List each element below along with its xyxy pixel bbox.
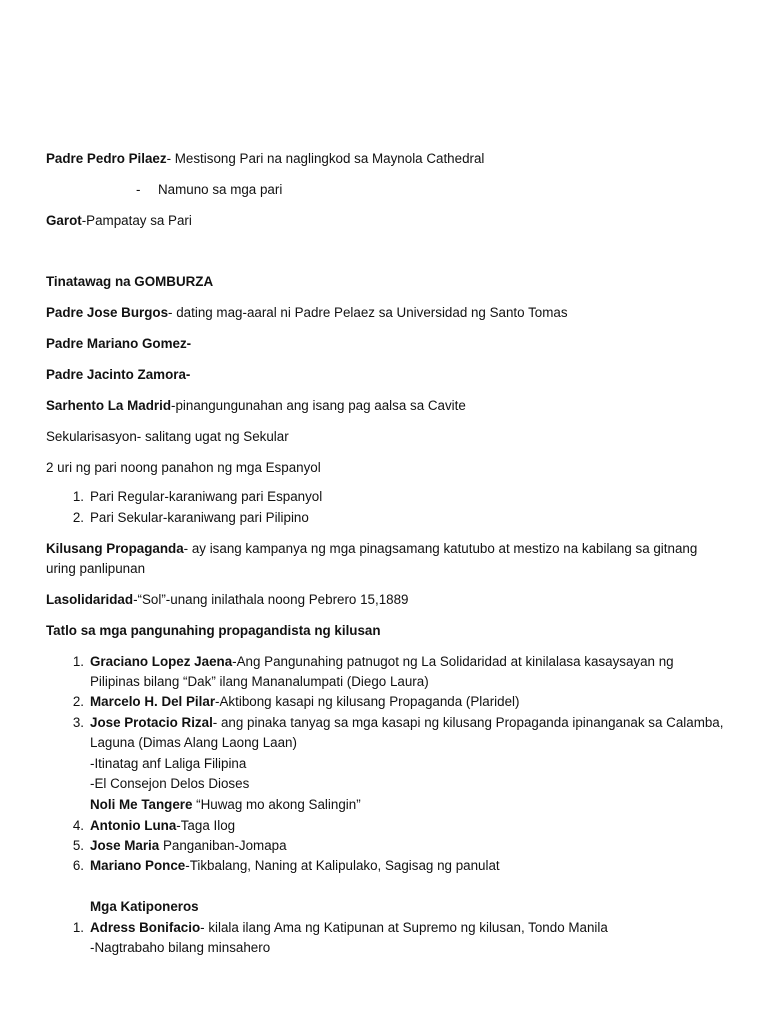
- list-number: 5.: [72, 838, 84, 853]
- list-number: 4.: [72, 818, 84, 833]
- list-item: Marcelo H. Del Pilar-Aktibong kasapi ng kilusang Propaganda (Plaridel): [90, 694, 520, 709]
- lamadrid-name: Sarhento La Madrid: [46, 398, 171, 413]
- garot-desc: -Pampatay sa Pari: [81, 213, 192, 228]
- lasolidaridad-name: Lasolidaridad: [46, 592, 134, 607]
- pilaez-sub: Namuno sa mga pari: [158, 182, 283, 197]
- rizal-extra: -El Consejon Delos Dioses: [90, 776, 250, 791]
- sekular-line: Sekularisasyon- salitang ugat ng Sekular: [46, 429, 289, 444]
- list-number: 1.: [72, 489, 84, 504]
- burgos-name: Padre Jose Burgos: [46, 305, 169, 320]
- gomburza-title: Tinatawag na GOMBURZA: [46, 274, 214, 289]
- pari-types-intro: 2 uri ng pari noong panahon ng mga Espanyol: [46, 460, 321, 475]
- burgos-line: [46, 303, 568, 323]
- pilaez-name: Padre Pedro Pilaez: [46, 151, 167, 166]
- list-item: Jose Maria Panganiban-Jomapa: [90, 838, 287, 853]
- list-number: 1.: [72, 920, 84, 935]
- list-number: 2.: [72, 510, 84, 525]
- pilaez-desc: - Mestisong Pari na naglingkod sa Maynola Cathedral: [166, 151, 485, 166]
- bonifacio-extra: -Nagtrabaho bilang minsahero: [90, 940, 271, 955]
- gomez-line: Padre Mariano Gomez-: [46, 336, 192, 351]
- lasolidaridad-line: [46, 590, 409, 610]
- garot-name: Garot: [46, 213, 82, 228]
- tatlo-title: Tatlo sa mga pangunahing propagandista ng kilusan: [46, 623, 381, 638]
- list-item: Graciano Lopez Jaena-Ang Pangunahing patnugot ng La Solidaridad at kinilalasa kasaysayan ng Pilipinas bilang “Dak” ilang Mananalumpati (Diego Laura): [90, 654, 674, 689]
- burgos-desc: - dating mag-aaral ni Padre Pelaez sa Universidad ng Santo Tomas: [168, 305, 568, 320]
- list-number: 1.: [72, 654, 84, 669]
- list-item: Pari Regular-karaniwang pari Espanyol: [90, 489, 323, 504]
- katiponeros-title: Mga Katiponeros: [90, 899, 199, 914]
- list-number: 6.: [72, 858, 84, 873]
- lasolidaridad-desc: -“Sol”-unang inilathala noong Pebrero 15,1889: [133, 592, 409, 607]
- lamadrid-desc: -pinangungunahan ang isang pag aalsa sa Cavite: [171, 398, 466, 413]
- rizal-extra: -Itinatag anf Laliga Filipina: [90, 756, 247, 771]
- kilusan-name: Kilusang Propaganda: [46, 541, 184, 556]
- list-item: Mariano Ponce-Tikbalang, Naning at Kalipulako, Sagisag ng panulat: [90, 858, 500, 873]
- list-item: Antonio Luna-Taga Ilog: [90, 818, 236, 833]
- zamora-line: Padre Jacinto Zamora-: [46, 367, 191, 382]
- kilusan-paragraph: [46, 539, 726, 579]
- list-item: Pari Sekular-karaniwang pari Pilipino: [90, 510, 309, 525]
- list-item: Adress Bonifacio- kilala ilang Ama ng Katipunan at Supremo ng kilusan, Tondo Manila: [90, 920, 608, 935]
- list-item: Jose Protacio Rizal- ang pinaka tanyag sa mga kasapi ng kilusang Propaganda ipinanganak sa Calamba, Laguna (Dimas Alang Laong Laan): [90, 715, 724, 750]
- list-number: 2.: [72, 694, 84, 709]
- lamadrid-line: [46, 396, 466, 416]
- kilusan-desc: - ay isang kampanya ng mga pinagsamang katutubo at mestizo na kabilang sa gitnang uring panlipunan: [46, 541, 698, 576]
- list-number: 3.: [72, 715, 84, 730]
- noli-line: Noli Me Tangere “Huwag mo akong Salingin”: [90, 797, 361, 812]
- garot-line: [46, 211, 192, 231]
- pilaez-line: [46, 149, 484, 169]
- pilaez-dash: -: [136, 182, 141, 197]
